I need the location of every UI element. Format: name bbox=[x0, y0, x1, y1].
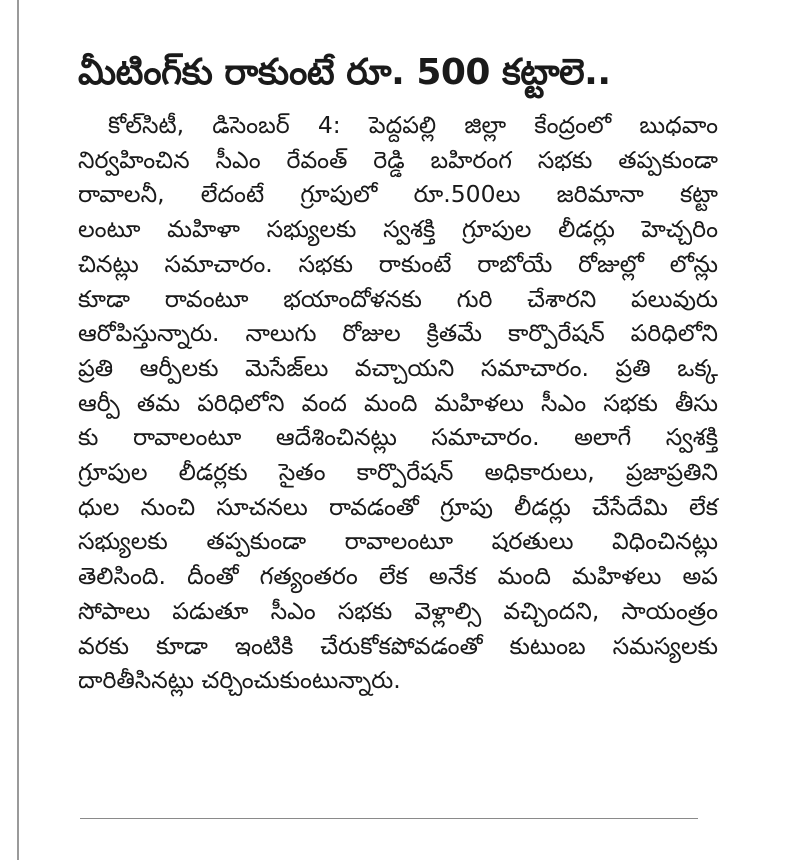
article-body bbox=[78, 108, 718, 698]
news-article bbox=[78, 44, 718, 698]
column-divider-rule bbox=[17, 0, 19, 860]
article-headline: మీటింగ్‌కు రాకుంటే రూ. 500 కట్టాలె.. bbox=[78, 52, 611, 93]
body-line-7: ఆరోపిస్తున్నారు. నాలుగు రోజుల క్రితమే కార్పొరేషన్ పరిధిలోని bbox=[78, 319, 718, 348]
body-line-13: సభ్యులకు తప్పకుండా రావాలంటూ షరతులు విధించినట్లు bbox=[78, 527, 718, 556]
body-line-6: కూడా రావంటూ భయాందోళనకు గురి చేశారని పలువురు bbox=[78, 284, 718, 313]
body-line-17: దారితీసినట్లు చర్చించుకుంటున్నారు. bbox=[78, 666, 401, 695]
body-line-12: ధుల నుంచి సూచనలు రావడంతో గ్రూపు లీడర్లు చేసేదేమి లేక bbox=[78, 492, 718, 521]
body-line-4: లంటూ మహిళా సభ్యులకు స్వశక్తి గ్రూపుల లీడర్లు హెచ్చరిం bbox=[78, 215, 718, 244]
body-line-1: కోల్‌సిటీ, డిసెంబర్ 4: పెద్దపల్లి జిల్లా కేంద్రంలో బుధవాం bbox=[108, 111, 718, 139]
body-line-5: చినట్లు సమాచారం. సభకు రాకుంటే రాబోయే రోజుల్లో లోన్లు bbox=[78, 249, 718, 278]
body-line-2: నిర్వహించిన సీఎం రేవంత్ రెడ్డి బహిరంగ సభకు తప్పకుండా bbox=[78, 145, 718, 174]
body-line-11: గ్రూపుల లీడర్లకు సైతం కార్పొరేషన్ అధికారులు, ప్రజాప్రతిని bbox=[78, 458, 718, 487]
body-line-16: వరకు కూడా ఇంటికి చేరుకోకపోవడంతో కుటుంబ సమస్యలకు bbox=[78, 631, 718, 660]
body-line-8: ప్రతి ఆర్పీలకు మెసేజ్‌లు వచ్చాయని సమాచారం. ప్రతి ఒక్క bbox=[78, 353, 718, 382]
body-line-9: ఆర్పీ తమ పరిధిలోని వంద మంది మహిళలు సీఎం సభకు తీసు bbox=[78, 388, 718, 417]
body-line-14: తెలిసింది. దీంతో గత్యంతరం లేక అనేక మంది మహిళలు అప bbox=[78, 562, 718, 591]
body-line-10: కు రావాలంటూ ఆదేశించినట్లు సమాచారం. అలాగే స్వశక్తి bbox=[78, 423, 718, 452]
body-line-15: సోపాలు పడుతూ సీఎం సభకు వెళ్లాల్సి వచ్చిందని, సాయంత్రం bbox=[78, 596, 718, 625]
article-divider bbox=[80, 818, 698, 819]
body-line-3: రావాలనీ, లేదంటే గ్రూపులో రూ.500లు జరిమానా కట్టా bbox=[78, 180, 718, 209]
